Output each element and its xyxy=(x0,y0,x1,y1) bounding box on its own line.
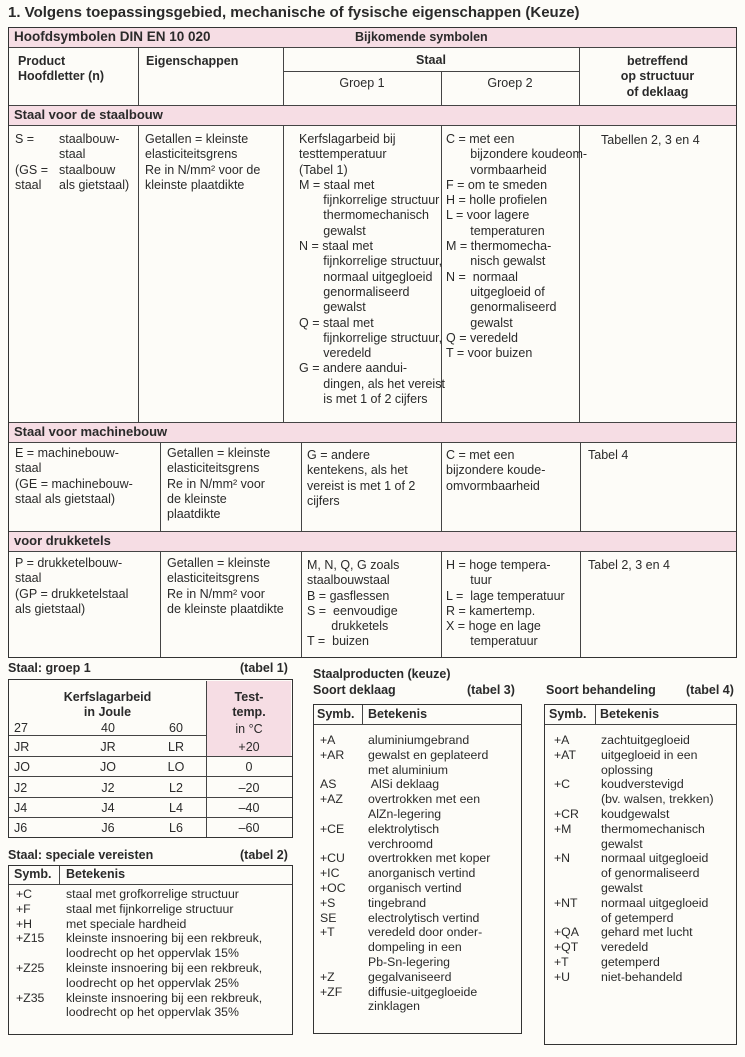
tabel1-row1-c1: JR xyxy=(14,740,30,754)
tabel1-joule-27: 27 xyxy=(14,721,28,735)
betr-machinebouw: Tabel 4 xyxy=(588,448,629,462)
header-extra-symbols: Bijkomende symbolen xyxy=(355,30,488,44)
col-groep1: Groep 1 xyxy=(339,76,385,90)
col-product: Product Hoofdletter (n) xyxy=(18,54,105,84)
tabel3-ref: (tabel 3) xyxy=(467,683,515,697)
tabel4-symbols: +A +AT +C +CR +M +N +NT +QA +QT +T +U xyxy=(554,733,579,984)
tabel3-title: Staalproducten (keuze) xyxy=(313,667,451,681)
tabel4-meanings: zachtuitgegloeid uitgegloeid in een oplossing koudverstevigd (bv. walsen, trekken) koudgewalst thermomechanisch gewalst normaal uitgegloeid of genormaliseerd gewalst normaal uitgegloeid of getemperd gehard met lucht veredeld getemperd niet-behandeld xyxy=(601,733,714,984)
section3-band xyxy=(9,531,736,551)
eig-staalbouw: Getallen = kleinste elasticiteitsgrens Re in N/mm² voor de kleinste plaatdikte xyxy=(145,132,261,192)
tabel2-meanings: staal met grofkorrelige structuur staal met fijnkorrelige structuur met speciale hardheid kleinste insnoering bij een rekbreuk, loodrecht op het oppervlak 15% kleinste insnoering bij een rekbreuk, loodrecht op het oppervlak 25% kleinste insnoering bij een rekbreuk, loodrecht op het oppervlak 35% xyxy=(66,887,263,1020)
tabel1-row1-c2: JR xyxy=(100,740,116,754)
tabel1-row4-c4: –40 xyxy=(238,801,260,815)
tabel1-joule-40: 40 xyxy=(101,721,115,735)
col-groep2: Groep 2 xyxy=(487,76,533,90)
product-machinebouw: E = machinebouw- staal (GE = machinebouw- staal als gietstaal) xyxy=(15,446,133,506)
product-text-staalbouw: staalbouw- staal staalbouw als gietstaal) xyxy=(59,132,130,192)
tabel1-header: Kerfslagarbeid in Joule xyxy=(63,690,152,720)
tabel4-title: Soort behandeling xyxy=(546,683,656,697)
groep2-staalbouw: C = met een bijzondere koudeom- vormbaarheid F = om te smeden H = holle profielen L = voor lagere temperaturen M = thermomecha- nisch gewalst N = normaal uitgegloeid of genormaliseerd gewalst Q = veredeld T = voor buizen xyxy=(446,132,588,361)
tabel1-row3-c2: J2 xyxy=(101,781,115,795)
tabel1-row5-c2: J6 xyxy=(101,821,115,835)
tabel1-row3-c3: L2 xyxy=(169,781,183,795)
tabel2-symbols: +C +F +H +Z15 +Z25 +Z35 xyxy=(16,887,45,1005)
page-title: 1. Volgens toepassingsgebied, mechanische of fysische eigenschappen (Keuze) xyxy=(8,4,580,21)
tabel1-row4-c2: J4 xyxy=(101,801,115,815)
tabel1-joule-60: 60 xyxy=(169,721,183,735)
col-staal: Staal xyxy=(416,53,446,67)
eig-machinebouw: Getallen = kleinste elasticiteitsgrens Re in N/mm² voor de kleinste plaatdikte xyxy=(167,446,271,522)
tabel1-row4-c3: L4 xyxy=(169,801,183,815)
tabel1-row5-c3: L6 xyxy=(169,821,183,835)
groep2-drukketels: H = hoge tempera- tuur L = lage temperatuur R = kamertemp. X = hoge en lage temperatuur xyxy=(446,558,565,649)
col-eigenschappen: Eigenschappen xyxy=(146,54,239,68)
tabel1-row3-c4: –20 xyxy=(238,781,260,795)
tabel4-col-symb: Symb. xyxy=(549,707,587,721)
tabel1-row2-c3: LO xyxy=(167,760,185,774)
tabel1-row2-c1: JO xyxy=(14,760,30,774)
tabel3-symbols: +A +AR AS +AZ +CE +CU +IC +OC +S SE +T +Z +ZF xyxy=(320,733,346,999)
section-title-staalbouw: Staal voor de staalbouw xyxy=(14,107,163,122)
section-title-machinebouw: Staal voor machinebouw xyxy=(14,424,168,439)
product-drukketels: P = drukketelbouw- staal (GP = drukketelstaal als gietstaal) xyxy=(15,556,129,616)
betr-drukketels: Tabel 2, 3 en 4 xyxy=(588,558,671,572)
groep2-machinebouw: C = met een bijzondere koude- omvormbaarheid xyxy=(446,448,546,493)
tabel1-row2-c4: 0 xyxy=(245,760,253,774)
col-betreffend: betreffend op structuur of deklaag xyxy=(620,54,695,99)
tabel1-row3-c1: J2 xyxy=(14,781,28,795)
tabel1-row2-c2: JO xyxy=(100,760,116,774)
betr-staalbouw: Tabellen 2, 3 en 4 xyxy=(601,133,700,147)
tabel2-ref: (tabel 2) xyxy=(240,848,288,862)
tabel1-ref: (tabel 1) xyxy=(240,661,288,675)
tabel2-col-symb: Symb. xyxy=(14,867,52,881)
tabel3-col-symb: Symb. xyxy=(317,707,355,721)
tabel3-meanings: aluminiumgebrand gewalst en geplateerd met aluminium AlSi deklaag overtrokken met een AlZn-legering elektrolytisch verchroomd overtrokken met koper anorganisch vertind organisch vertind tingebrand electrolytisch vertind veredeld door onder- dompeling in een Pb-Sn-legering gegalvaniseerd diffusie-uitgegloeide zinklagen xyxy=(368,733,491,1014)
tabel1-row5-c1: J6 xyxy=(14,821,28,835)
product-code-staalbouw: S = (GS = staal xyxy=(15,132,48,192)
tabel4-ref: (tabel 4) xyxy=(686,683,734,697)
tabel1-row4-c1: J4 xyxy=(14,801,28,815)
tabel4-col-bet: Betekenis xyxy=(600,707,660,721)
section-title-drukketels: voor drukketels xyxy=(14,533,111,548)
tabel2-title: Staal: speciale vereisten xyxy=(8,848,154,862)
tabel1-row5-c4: –60 xyxy=(238,821,260,835)
groep1-machinebouw: G = andere kentekens, als het vereist is met 1 of 2 cijfers xyxy=(307,448,416,508)
tabel1-row1-c3: LR xyxy=(168,740,184,754)
tabel1-temp-header: Test- temp. xyxy=(232,690,266,720)
tabel3-col-bet: Betekenis xyxy=(368,707,428,721)
tabel2-col-bet: Betekenis xyxy=(66,867,126,881)
tabel3-subtitle: Soort deklaag xyxy=(313,683,396,697)
tabel1-row1-c4: +20 xyxy=(238,740,260,754)
tabel1-title: Staal: groep 1 xyxy=(8,661,91,675)
tabel1-unit: in °C xyxy=(235,722,263,736)
groep1-drukketels: M, N, Q, G zoals staalbouwstaal B = gasflessen S = eenvoudige drukketels T = buizen xyxy=(307,558,400,649)
header-main-symbols: Hoofdsymbolen DIN EN 10 020 xyxy=(14,29,211,44)
eig-drukketels: Getallen = kleinste elasticiteitsgrens Re in N/mm² voor de kleinste plaatdikte xyxy=(167,556,284,616)
groep1-staalbouw: Kerfslagarbeid bij testtemperatuur (Tabel 1) M = staal met fijnkorrelige structuur thermomechanisch gewalst N = staal met fijnkorrelige structuur, normaal uitgegloeid genormaliseerd gewalst Q = staal met fijnkorrelige structuur, veredeld G = andere aandui- dingen, als het vereist is met 1 of 2 cijfers xyxy=(299,132,445,407)
